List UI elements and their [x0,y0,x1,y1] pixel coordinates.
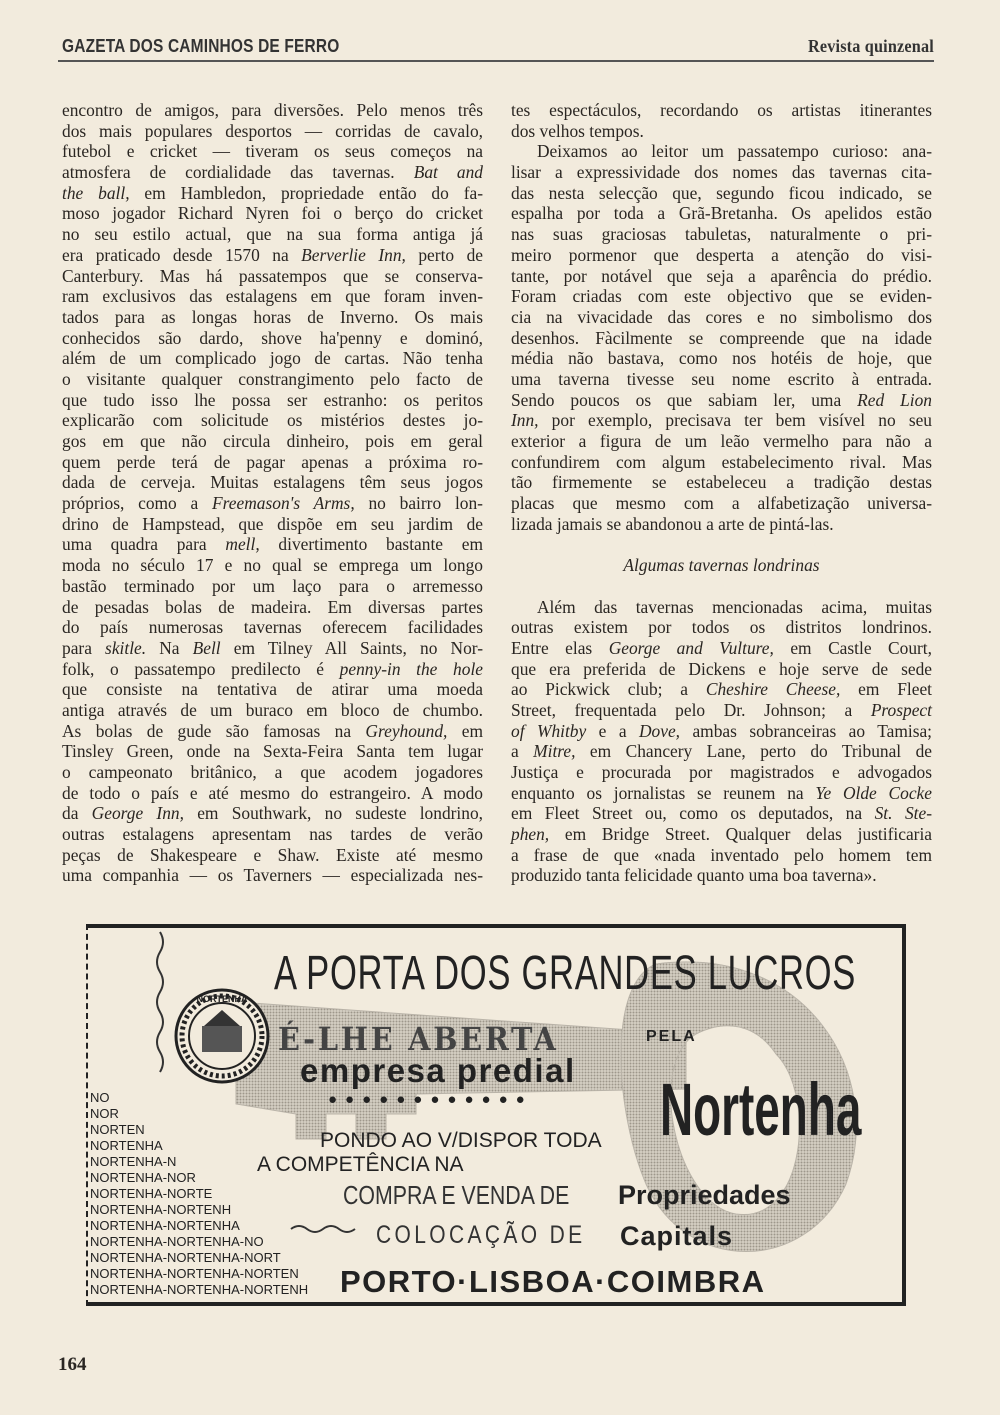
ad-line-colocacao: COLOCAÇÃO DE [376,1221,586,1249]
text-line: Foram criadas com este objectivo que se eviden- [511,286,932,307]
text-line: Além das tavernas mencionadas acima, muitas [537,596,932,617]
brand-repeat-line: NORTENHA-NORTE [90,1186,213,1201]
brand-repeat-line: NO [90,1090,110,1105]
text-line: era praticado desde 1570 na Berverlie Inn, perto de [62,244,483,265]
italic-title: penny-in the hole [339,658,483,679]
text-line: As bolas de gude são famosas na Greyhound, em [62,720,483,741]
journal-title: GAZETA DOS CAMINHOS DE FERRO [62,36,340,56]
text-line: Entre elas George and Vulture, em Castle Court, [511,637,932,658]
text-line: confundirem com algum estabelecimento rival. Mas [511,451,932,472]
brand-repeat-line: NORTENHA-NORTENHA-NORT [90,1250,281,1265]
text-line: drino de Hampstead, que dispõe em seu jardim de [62,513,483,534]
text-line: média não bastava, como nos hotéis de hoje, que [511,348,932,369]
text-line: phen, em Bridge Street. Qualquer delas justificaria [511,824,932,845]
italic-title: St. Ste- [874,803,932,824]
ad-line-empresa: empresa predial [300,1052,576,1089]
text-line: o campeonato britânico, a que acodem jogadores [62,762,483,782]
text-line: conhecidos são dardo, shove ha'penny e dominó, [62,327,483,348]
text-line: no seu estilo actual, que na sua forma antiga já [62,224,483,245]
text-line: espalha por toda a Grã-Bretanha. Os apelidos estão [511,203,932,224]
text-line: moda no século 17 e no qual se emprega um longo [62,555,483,576]
ad-border [902,924,906,1306]
brand-repeat-line: NORTENHA-NORTENHA-NORTEN [90,1266,299,1281]
chain-line [291,1226,355,1232]
italic-title: of Whitby [511,720,587,741]
italic-title: Red Lion [857,389,932,410]
text-line: tante, por notável que seja a aparência do prédio. [511,265,932,286]
brand-repeat-line: NORTENHA-NORTENH [90,1202,232,1217]
text-line: explicarão com solicitude os mistérios destes jo- [62,410,483,431]
italic-title: Freemason's Arms, [212,493,355,514]
text-line: para skitle. Na Bell em Tilney All Saints, no Nor- [62,637,483,658]
text-line: tão firmemente se estabeleceu a tradição destas [511,472,932,493]
text-line: outras estalagens apresentam nas tardes de verão [62,824,483,845]
brand-repeat-line: NOR [90,1106,119,1121]
text-line: Justiça e procurada por magistrados e advogados [511,762,932,782]
ad-line-compra: COMPRA E VENDA DE [343,1180,570,1210]
text-line: que era preferida de Dickens e hoje serve de sede [511,658,932,679]
text-line: dos mais populares desportos — corridas de cavalo, [62,120,483,141]
italic-title: phen, [511,824,550,845]
text-line: quem perde terá de pagar apenas a próxima ro- [62,451,483,472]
ad-propriedades: Propriedades [618,1180,791,1210]
italic-title: Prospect [870,699,932,720]
seal-text: NORTENHA [196,994,248,1004]
italic-title: Bat and [413,162,484,183]
italic-title: Ye Olde Cocke [815,782,932,803]
article-column-right [511,100,932,886]
text-line: que consiste na tentativa de atirar uma moeda [62,679,483,700]
ad-headline: A PORTA DOS GRANDES LUCROS [274,947,857,1000]
brand-repeat-line: NORTENHA-NORTENHA-NORTENH [90,1282,309,1297]
text-line: Deixamos ao leitor um passatempo curioso: ana- [537,141,932,162]
text-line: lizada jamais se abandonou a arte de pintá-las. [511,513,834,534]
text-line: dos velhos tempos. [511,120,644,141]
ad-dots: ●●●●●●●●●●●● [328,1092,533,1108]
text-line: exterior a figura de um leão vermelho para não a [511,431,932,451]
header-rule [58,60,934,62]
advertisement-nortenha [86,924,906,1306]
text-line: gos em que não circula dinheiro, pois em geral [62,431,483,451]
ad-line-pondo: PONDO AO V/DISPOR TODA [320,1129,602,1152]
ad-line-aberta: É-LHE ABERTA [278,1020,559,1058]
ad-border [86,924,906,928]
text-line: tados para as longas horas de Inverno. Os mais [62,306,483,327]
text-line: uma quadra para mell, divertimento bastante em [62,534,483,555]
text-line: folk, o passatempo predilecto é penny-in the hole [62,658,483,679]
text-line: Tinsley Green, onde na Sexta-Feira Santa tem lugar [62,741,483,762]
ad-cities: PORTO·LISBOA·COIMBRA [340,1264,766,1299]
italic-title: Inn, [511,410,539,431]
text-line: peças de Shakespeare e Shaw. Existe até mesmo [62,844,483,865]
brand-repeat-line: NORTENHA-NOR [90,1170,196,1185]
company-seal [174,988,270,1084]
text-line: de pesadas bolas de madeira. Em diversas partes [62,596,483,617]
text-line: outras existem por todos os distritos londrinos. [511,617,932,638]
text-line: a Mitre, em Chancery Lane, perto do Tribunal de [511,741,932,762]
text-line: nas suas graciosas tabuletas, naturalmente o pri- [511,224,932,245]
text-line: moso jogador Richard Nyren foi o berço do cricket [62,203,483,224]
text-line: da George Inn, em Southwark, no sudeste londrino, [62,803,484,824]
section-subheading: Algumas tavernas londrinas [623,555,820,576]
text-line: dada de cerveja. Muitas estalagens têm seus jogos [62,472,483,493]
text-line: tes espectáculos, recordando os artistas itinerantes [511,100,932,120]
text-line: a frase de que «nada inventado pelo homem tem [511,844,932,865]
text-line: lisar a expressividade dos nomes das tavernas cita- [511,162,932,183]
ad-brand: Nortenha [660,1068,862,1151]
text-line: além de um complicado jogo de cartas. Não tenha [62,348,483,369]
text-line: desenhos. Fàcilmente se compreende que na idade [511,327,932,348]
italic-title: George and Vulture, [608,637,774,658]
text-line: uma companhia — os Taverners — especializada nes- [62,865,483,886]
brand-repeat-line: NORTENHA-N [90,1154,177,1169]
text-line: atmosfera de cordialidade das tavernas. Bat and [62,162,484,183]
ad-capitals: Capitals [620,1221,734,1251]
brand-repeat-line: NORTEN [90,1122,145,1137]
text-line: Street, frequentada pelo Dr. Johnson; a Prospect [511,699,932,720]
text-line: do país numerosas tavernas oferecem facilidades [62,617,483,638]
text-line: cia na vivacidade das cores e no simbolismo dos [511,306,932,327]
italic-title: George Inn, [91,803,184,824]
ad-line-competencia: A COMPETÊNCIA NA [257,1153,464,1176]
italic-title: Berverlie Inn, [301,244,406,265]
ad-border [86,924,88,1306]
text-line: Canterbury. Mas há passatempos que se conserva- [62,265,483,286]
italic-title: Cheshire Cheese, [705,679,841,700]
text-line: the ball, em Hambledon, propriedade então do fa- [62,182,484,203]
text-line: de todo o país e até mesmo do estrangeiro. A modo [62,782,483,803]
text-line: que tudo isso lhe possa ser estranho: os peritos [62,389,483,410]
italic-title: mell, [225,534,260,555]
ad-line-pela: PELA [646,1028,697,1045]
text-line: encontro de amigos, para diversões. Pelo menos três [62,100,483,120]
brand-repeat-line: NORTENHA-NORTENHA [90,1218,240,1233]
text-line: meiro pormenor que desperta a atenção do visi- [511,244,932,265]
italic-title: Bell [192,637,221,658]
text-line: ram exclusivos das estalagens em que foram inven- [62,286,483,307]
italic-title: skitle. [105,637,147,658]
text-line: enquanto os jornalistas se reunem na Ye Olde Cocke [511,782,932,803]
chain-line [157,932,163,1072]
journal-subtitle: Revista quinzenal [808,36,934,56]
text-line: of Whitby e a Dove, ambas sobranceiras ao Tamisa; [511,720,933,741]
text-line: em Fleet Street ou, como os deputados, na St. Ste- [511,803,932,824]
text-line: o visitante qualquer constrangimento pelo facto de [62,368,483,389]
text-line: das nesta selecção que, segundo ficou indicado, se [511,182,932,203]
text-line: futebol e cricket — tiveram os seus começos na [62,141,483,162]
text-line: uma taverna tivesse seu nome escrito à entrada. [511,368,932,389]
text-line: próprios, como a Freemason's Arms, no bairro lon- [62,493,483,514]
italic-title: Dove, [638,720,681,741]
brand-repeat-line: NORTENHA [90,1138,163,1153]
article-column-left [62,100,483,886]
italic-title: the ball, [62,182,130,203]
text-line: placas que mesmo com a alfabetização universa- [511,493,932,514]
italic-title: Greyhound, [365,720,448,741]
text-line: Sendo poucos os que sabiam ler, uma Red Lion [511,389,932,410]
text-line: bastão terminado por um laço para o arremesso [62,575,483,596]
brand-repeat-line: NORTENHA-NORTENHA-NO [90,1234,264,1249]
italic-title: Mitre, [533,741,576,762]
text-line: produzido tanta felicidade quanto uma boa taverna». [511,865,877,886]
page-number: 164 [58,1354,87,1375]
ad-border [86,1302,906,1306]
text-line: antiga através de um buraco em bloco de chumbo. [62,699,483,720]
text-line: Inn, por exemplo, precisava ter bem visível no seu [511,410,932,431]
text-line: ao Pickwick club; a Cheshire Cheese, em Fleet [511,679,932,700]
